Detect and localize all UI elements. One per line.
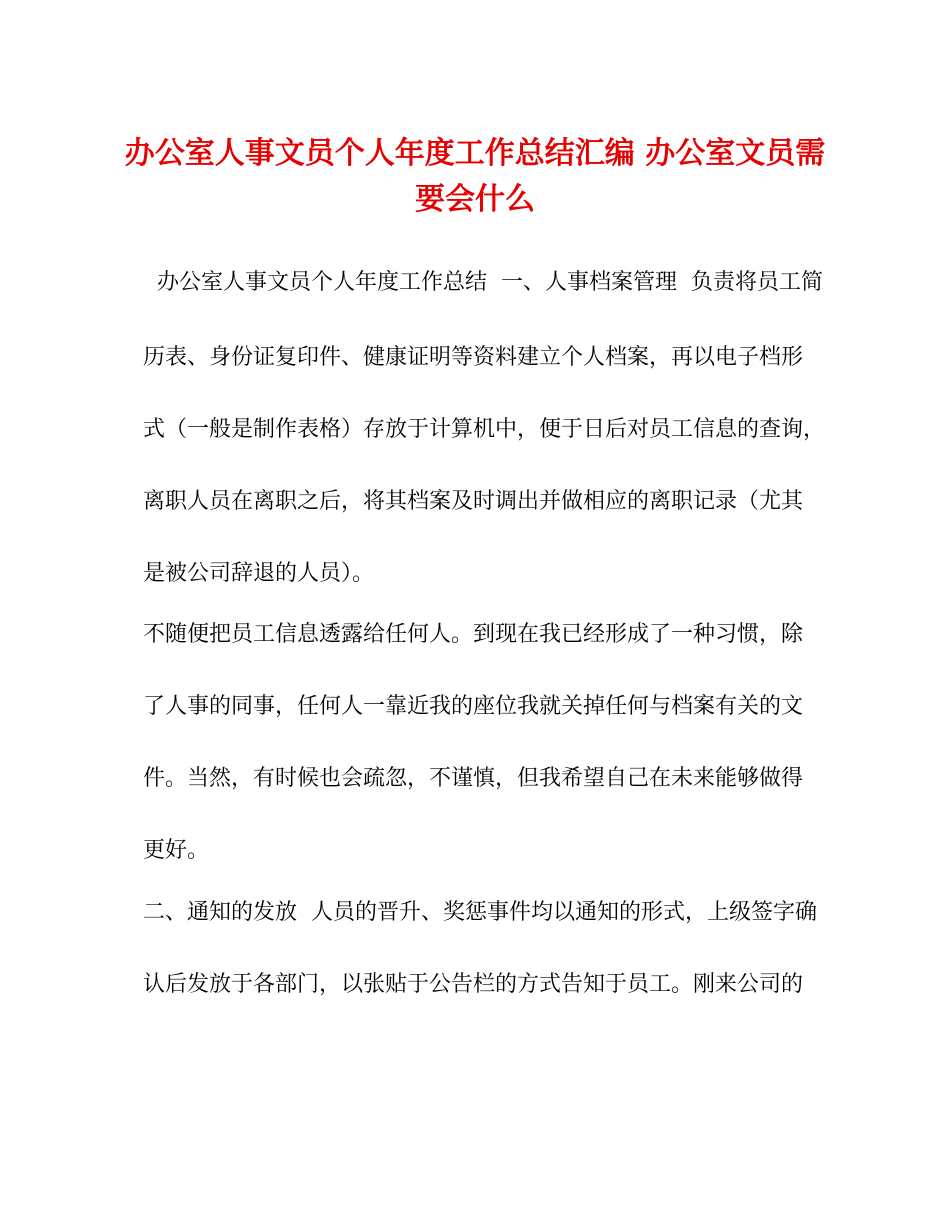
document-title-line-2: 要会什么 xyxy=(415,182,535,217)
body-line-9: 更好。 xyxy=(143,838,210,863)
body-line-2: 历表、身份证复印件、健康证明等资料建立个人档案，再以电子档形 xyxy=(143,345,804,370)
body-line-11: 认后发放于各部门，以张贴于公告栏的方式告知于员工。刚来公司的 xyxy=(143,972,804,997)
document-title-line-1: 办公室人事文员个人年度工作总结汇编 办公室文员需 xyxy=(124,136,826,171)
body-line-4: 离职人员在离职之后，将其档案及时调出并做相应的离职记录（尤其 xyxy=(143,489,804,514)
body-line-8: 件。当然，有时候也会疏忽，不谨慎，但我希望自己在未来能够做得 xyxy=(143,766,804,791)
body-line-1: 办公室人事文员个人年度工作总结 一、人事档案管理 负责将员工简 xyxy=(143,270,823,295)
body-line-5: 是被公司辞退的人员）。 xyxy=(143,561,375,586)
body-line-10: 二、通知的发放 人员的晋升、奖惩事件均以通知的形式，上级签字确 xyxy=(143,900,817,925)
body-line-6: 不随便把员工信息透露给任何人。到现在我已经形成了一种习惯，除 xyxy=(143,622,804,647)
body-line-3: 式（一般是制作表格）存放于计算机中，便于日后对员工信息的查询， xyxy=(143,417,826,442)
body-line-7: 了人事的同事，任何人一靠近我的座位我就关掉任何与档案有关的文 xyxy=(143,694,804,719)
